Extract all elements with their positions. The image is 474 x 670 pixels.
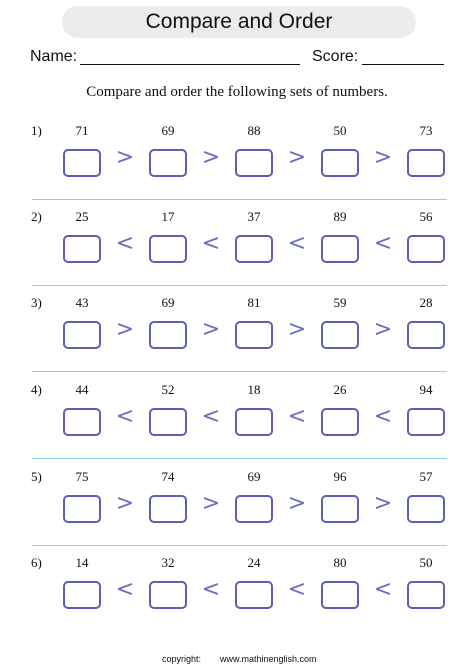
problem-number: 4) — [31, 382, 42, 397]
given-number: 44 — [75, 382, 89, 397]
answer-box[interactable] — [407, 149, 445, 177]
answer-box[interactable] — [63, 149, 101, 177]
name-field-line[interactable] — [80, 64, 300, 65]
comparison-symbol: > — [373, 491, 393, 516]
given-number: 59 — [333, 295, 347, 310]
given-number: 50 — [419, 555, 433, 570]
comparison-symbol: > — [373, 317, 393, 342]
comparison-symbol: > — [287, 491, 307, 516]
given-number: 43 — [75, 295, 89, 310]
comparison-symbol: > — [115, 145, 135, 170]
answer-box[interactable] — [235, 235, 273, 263]
comparison-symbol: > — [201, 145, 221, 170]
given-number: 56 — [419, 209, 433, 224]
comparison-symbol: < — [115, 231, 135, 256]
given-number: 81 — [247, 295, 261, 310]
problem-row — [0, 295, 474, 381]
answer-box[interactable] — [321, 408, 359, 436]
given-number: 14 — [75, 555, 89, 570]
comparison-symbol: > — [115, 491, 135, 516]
comparison-symbol: < — [201, 404, 221, 429]
answer-box[interactable] — [321, 321, 359, 349]
row-divider — [32, 458, 447, 459]
given-number: 88 — [247, 123, 261, 138]
given-number: 69 — [161, 123, 175, 138]
worksheet-title — [62, 6, 416, 38]
given-number: 28 — [419, 295, 433, 310]
answer-box[interactable] — [407, 321, 445, 349]
problem-row — [0, 469, 474, 555]
given-number: 25 — [75, 209, 89, 224]
row-divider — [32, 371, 447, 372]
answer-box[interactable] — [235, 495, 273, 523]
problem-number: 6) — [31, 555, 42, 570]
problem-number: 2) — [31, 209, 42, 224]
problem-row — [0, 123, 474, 209]
comparison-symbol: > — [373, 145, 393, 170]
answer-box[interactable] — [149, 581, 187, 609]
comparison-symbol: > — [201, 317, 221, 342]
problem-row — [0, 555, 474, 641]
score-field-line[interactable] — [362, 64, 444, 65]
given-number: 71 — [75, 123, 89, 138]
given-number: 17 — [161, 209, 175, 224]
comparison-symbol: < — [373, 231, 393, 256]
comparison-symbol: < — [373, 404, 393, 429]
name-label: Name: — [30, 48, 78, 65]
comparison-symbol: < — [115, 404, 135, 429]
given-number: 96 — [333, 469, 347, 484]
comparison-symbol: < — [287, 577, 307, 602]
answer-box[interactable] — [63, 495, 101, 523]
answer-box[interactable] — [63, 235, 101, 263]
given-number: 37 — [247, 209, 261, 224]
answer-box[interactable] — [407, 235, 445, 263]
row-divider — [32, 545, 447, 546]
comparison-symbol: < — [373, 577, 393, 602]
answer-box[interactable] — [407, 408, 445, 436]
answer-box[interactable] — [407, 495, 445, 523]
row-divider — [32, 199, 447, 200]
answer-box[interactable] — [149, 235, 187, 263]
comparison-symbol: > — [201, 491, 221, 516]
answer-box[interactable] — [149, 321, 187, 349]
answer-box[interactable] — [235, 149, 273, 177]
comparison-symbol: > — [115, 317, 135, 342]
answer-box[interactable] — [149, 149, 187, 177]
given-number: 74 — [161, 469, 175, 484]
comparison-symbol: < — [287, 231, 307, 256]
answer-box[interactable] — [321, 235, 359, 263]
comparison-symbol: < — [115, 577, 135, 602]
given-number: 89 — [333, 209, 347, 224]
given-number: 50 — [333, 123, 347, 138]
given-number: 57 — [419, 469, 433, 484]
website-link[interactable]: www.mathinenglish.com — [220, 654, 317, 664]
instruction-text: Compare and order the following sets of numbers. — [86, 84, 388, 100]
comparison-symbol: > — [287, 317, 307, 342]
comparison-symbol: < — [287, 404, 307, 429]
problem-number: 5) — [31, 469, 42, 484]
given-number: 18 — [247, 382, 261, 397]
answer-box[interactable] — [321, 581, 359, 609]
answer-box[interactable] — [235, 321, 273, 349]
answer-box[interactable] — [63, 581, 101, 609]
given-number: 32 — [161, 555, 175, 570]
answer-box[interactable] — [63, 321, 101, 349]
given-number: 73 — [419, 123, 433, 138]
row-divider — [32, 285, 447, 286]
answer-box[interactable] — [407, 581, 445, 609]
given-number: 75 — [75, 469, 89, 484]
given-number: 26 — [333, 382, 347, 397]
given-number: 69 — [161, 295, 175, 310]
answer-box[interactable] — [235, 408, 273, 436]
given-number: 80 — [333, 555, 347, 570]
given-number: 94 — [419, 382, 433, 397]
answer-box[interactable] — [235, 581, 273, 609]
answer-box[interactable] — [321, 149, 359, 177]
answer-box[interactable] — [149, 408, 187, 436]
given-number: 24 — [247, 555, 261, 570]
answer-box[interactable] — [149, 495, 187, 523]
comparison-symbol: < — [201, 577, 221, 602]
problem-number: 1) — [31, 123, 42, 138]
score-label: Score: — [312, 48, 359, 65]
answer-box[interactable] — [63, 408, 101, 436]
copyright-label: copyright: — [162, 654, 202, 664]
given-number: 52 — [161, 382, 175, 397]
problem-row — [0, 382, 474, 468]
given-number: 69 — [247, 469, 261, 484]
answer-box[interactable] — [321, 495, 359, 523]
name-score-row — [0, 44, 474, 70]
problem-number: 3) — [31, 295, 42, 310]
comparison-symbol: > — [287, 145, 307, 170]
comparison-symbol: < — [201, 231, 221, 256]
title-text: Compare and Order — [145, 10, 333, 33]
problem-row — [0, 209, 474, 295]
